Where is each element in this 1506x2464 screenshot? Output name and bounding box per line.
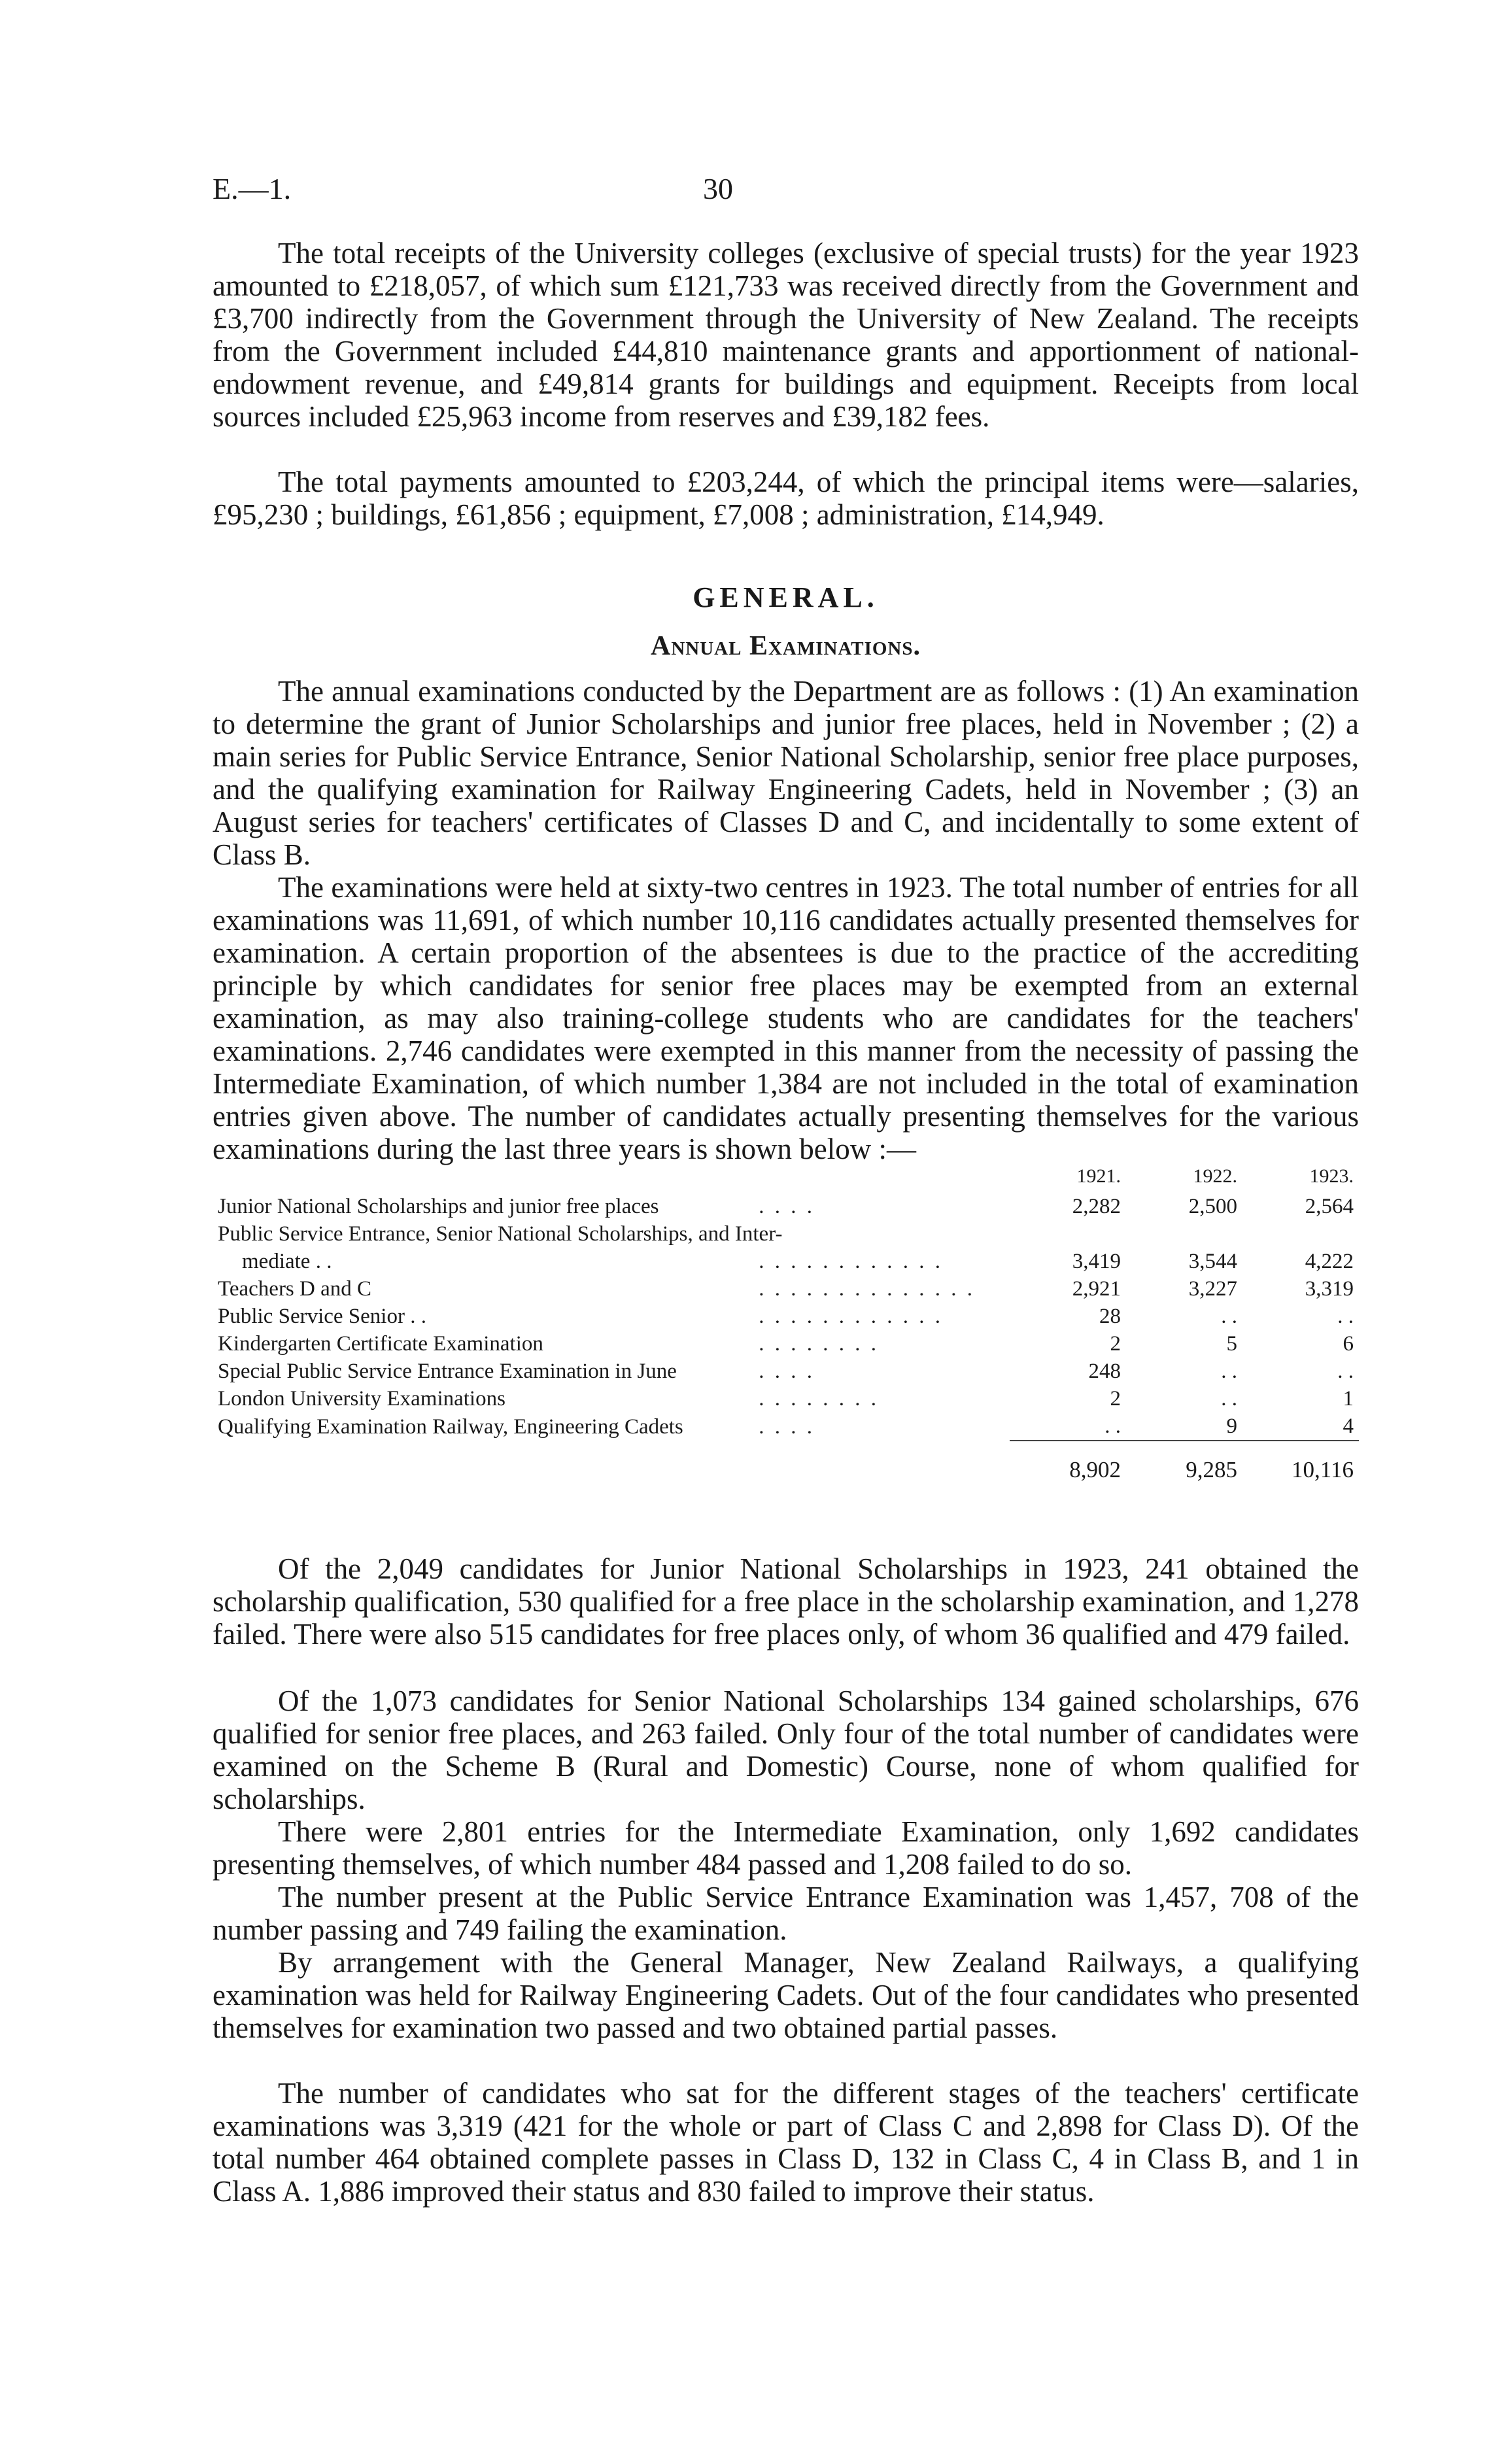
- cell-1923: [1242, 1220, 1359, 1248]
- paragraph-junior-scholarships: Of the 2,049 candidates for Junior National Scholarships in 1923, 241 obtained the scholarship qualification, 530 qualified for a free place in the scholarship examination, and 1,278 failed. There were also 515 candidates for free places only, of whom 36 qualified and 479 failed.: [213, 1552, 1359, 1651]
- cell-1921: 2: [1110, 1387, 1121, 1411]
- cell-1923: 6: [1343, 1332, 1354, 1356]
- paragraph-teachers-certificates: The number of candidates who sat for the different stages of the teachers' certificate examinations was 3,319 (421 for the whole or part of Class C and 2,898 for Class D). Of the total number 464 obtained complete passes in Class D, 132 in Class C, 4 in Class B, and 1 in Class A. 1,886 improved their status and 830 failed to improve their status.: [213, 2077, 1359, 2208]
- table-row: [213, 1303, 1359, 1330]
- page-reference: E.—1.: [213, 172, 292, 205]
- cell-1923: 4,222: [1305, 1250, 1354, 1273]
- column-header-1922: 1922.: [1193, 1165, 1237, 1187]
- table-row: [213, 1220, 1359, 1248]
- total-1921: 8,902: [1069, 1457, 1121, 1482]
- total-1923: 10,116: [1292, 1457, 1354, 1482]
- cell-1922: 3,227: [1188, 1277, 1237, 1301]
- row-label: Junior National Scholarships and junior free places: [218, 1195, 659, 1218]
- row-leader: . . . . . . . . . . . . . .: [759, 1277, 975, 1301]
- total-1922: 9,285: [1186, 1457, 1237, 1482]
- paragraph-annual-examinations: The annual examinations conducted by the Department are as follows : (1) An examination to determine the grant of Junior Scholarships and junior free places, held in November ; (2) a main series for Public Service Entrance, Senior National Scholarship, senior free place purposes, and the qualifying examination for Railway Engineering Cadets, held in November ; (3) an August series for teachers' certificates of Classes D and C, and incidentally to some extent of Class B.: [213, 675, 1359, 871]
- cell-1921: 2: [1110, 1332, 1121, 1356]
- table-row: [213, 1193, 1359, 1220]
- cell-1922: 9: [1226, 1414, 1237, 1438]
- cell-1921: 2,282: [1072, 1195, 1121, 1218]
- row-leader: . . . .: [759, 1360, 815, 1383]
- row-label: Teachers D and C: [218, 1277, 372, 1301]
- table-row: [213, 1358, 1359, 1385]
- row-label: mediate . .: [242, 1250, 332, 1273]
- paragraph-public-service-entrance: The number present at the Public Service Entrance Examination was 1,457, 708 of the number passing and 749 failing the examination.: [213, 1881, 1359, 1946]
- column-header-1921: 1921.: [1076, 1165, 1121, 1187]
- cell-1921: 248: [1088, 1360, 1121, 1383]
- row-leader: . . . . . . . . . . . .: [759, 1250, 943, 1273]
- paragraph-examination-entries: The examinations were held at sixty-two centres in 1923. The total number of entries for all examinations was 11,691, of which number 10,116 candidates actually presented themselves for examination. A certain proportion of the absentees is due to the practice of the accrediting principle by which candidates for senior free places may be exempted from an external examination, as may also training-college students who are candidates for the teachers' examinations. 2,746 candidates were exempted in this manner from the necessity of passing the Intermediate Examination, of which number 1,384 are not included in the total of examination entries given above. The number of candidates actually presenting themselves for the various examinations during the last three years is shown below :—: [213, 871, 1359, 1165]
- cell-1921: 28: [1099, 1305, 1121, 1328]
- page-number: 30: [703, 172, 733, 205]
- cell-1923: 1: [1343, 1387, 1354, 1411]
- cell-1921: [1010, 1220, 1126, 1248]
- paragraph-university-receipts: The total receipts of the University colleges (exclusive of special trusts) for the year 1923 amounted to £218,057, of which sum £121,733 was received directly from the Government and £3,700 indirectly from the Government through the University of New Zealand. The receipts from the Government included £44,810 maintenance grants and apportionment of national-endowment revenue, and £49,814 grants for buildings and equipment. Receipts from local sources included £25,963 income from reserves and £39,182 fees.: [213, 237, 1359, 433]
- row-label: Kindergarten Certificate Examination: [218, 1332, 543, 1356]
- cell-1922: 3,544: [1188, 1250, 1237, 1273]
- table-row: [213, 1248, 1359, 1275]
- cell-1922: [1126, 1220, 1242, 1248]
- table-row: [213, 1275, 1359, 1303]
- cell-1922: . .: [1221, 1305, 1237, 1328]
- table-row: [213, 1385, 1359, 1412]
- cell-1923: 4: [1343, 1414, 1354, 1438]
- table-header-row: [213, 1164, 1359, 1193]
- examinations-table: [213, 1164, 1359, 1484]
- cell-1922: 5: [1226, 1332, 1237, 1356]
- row-label: Special Public Service Entrance Examination in June: [218, 1360, 677, 1383]
- paragraph-university-payments: The total payments amounted to £203,244, of which the principal items were—salaries, £95,230 ; buildings, £61,856 ; equipment, £7,008 ; administration, £14,949.: [213, 466, 1359, 531]
- cell-1922: . .: [1221, 1360, 1237, 1383]
- table-row: [213, 1330, 1359, 1358]
- row-leader: . . . . . . . . . . . .: [759, 1305, 943, 1328]
- section-title: GENERAL.: [693, 581, 879, 613]
- row-leader: . . . .: [759, 1415, 815, 1439]
- cell-1922: 2,500: [1188, 1195, 1237, 1218]
- subsection-title: Annual Examinations.: [651, 631, 921, 661]
- paragraph-senior-scholarships: Of the 1,073 candidates for Senior National Scholarships 134 gained scholarships, 676 qualified for senior free places, and 263 failed. Only four of the total number of candidates were examined on the Scheme B (Rural and Domestic) Course, none of whom qualified for scholarships.: [213, 1685, 1359, 1815]
- cell-1921: 2,921: [1072, 1277, 1121, 1301]
- table-total-row: [213, 1443, 1359, 1484]
- cell-1923: 2,564: [1305, 1195, 1354, 1218]
- cell-1922: . .: [1221, 1387, 1237, 1411]
- row-label: London University Examinations: [218, 1387, 505, 1411]
- cell-1923: 3,319: [1305, 1277, 1354, 1301]
- row-leader: . . . .: [759, 1195, 815, 1218]
- cell-1923: . .: [1337, 1360, 1354, 1383]
- row-leader: . . . . . . . .: [759, 1387, 879, 1411]
- row-label: Public Service Senior . .: [218, 1305, 426, 1328]
- paragraph-railway-cadets: By arrangement with the General Manager, New Zealand Railways, a qualifying examination was held for Railway Engineering Cadets. Out of the four candidates who presented themselves for examination two passed and two obtained partial passes.: [213, 1946, 1359, 2044]
- row-label: Qualifying Examination Railway, Engineering Cadets: [218, 1415, 683, 1439]
- cell-1921: . .: [1104, 1414, 1121, 1438]
- row-leader: . . . . . . . .: [759, 1332, 879, 1356]
- cell-1921: 3,419: [1072, 1250, 1121, 1273]
- table-row: [213, 1412, 1359, 1441]
- row-label: Public Service Entrance, Senior National Scholarships, and Inter-: [218, 1222, 783, 1246]
- cell-1923: . .: [1337, 1305, 1354, 1328]
- column-header-1923: 1923.: [1309, 1165, 1354, 1187]
- paragraph-intermediate: There were 2,801 entries for the Intermediate Examination, only 1,692 candidates presenting themselves, of which number 484 passed and 1,208 failed to do so.: [213, 1815, 1359, 1881]
